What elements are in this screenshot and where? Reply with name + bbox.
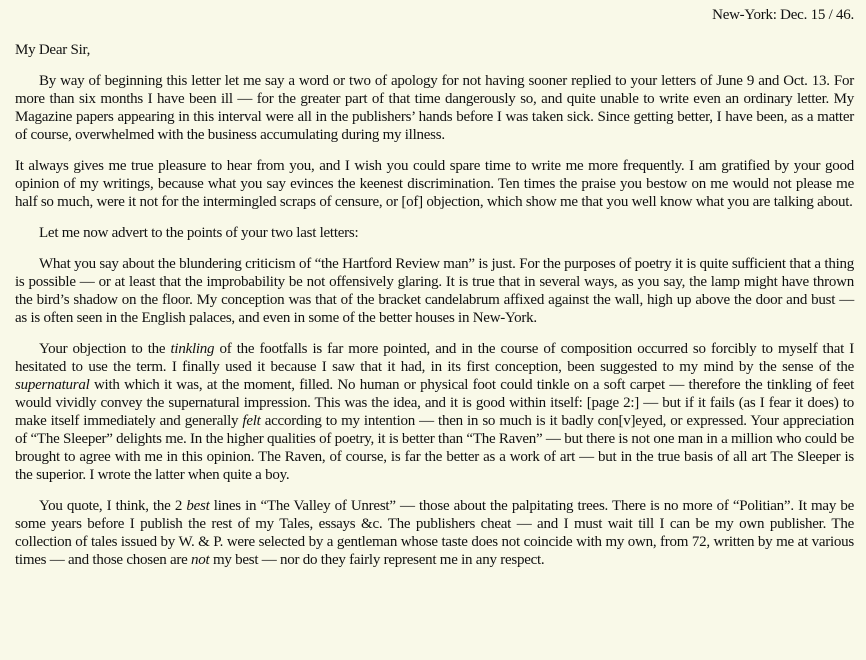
paragraph-apology (15, 72, 854, 144)
italic-emphasis: felt (242, 413, 261, 429)
italic-emphasis: not (191, 552, 210, 568)
text-segment: with which it was, at the moment, filled. No human or physical foot could tinkle on a soft carpet — therefore the tinkling of feet would vividly convey the supernatural impression. This was the idea, and it is good within itself: [page 2:] — but if it fails (as I fear it does) to make itself immediately and generally (15, 377, 854, 429)
paragraph-pleasure (15, 157, 854, 211)
italic-emphasis: best (186, 498, 210, 514)
letter-salutation: My Dear Sir, (15, 42, 91, 58)
italic-emphasis: supernatural (15, 377, 90, 393)
text-segment: You quote, I think, the 2 (39, 498, 187, 514)
text-segment: It always gives me true pleasure to hear from you, and I wish you could spare time to write me more frequently. I am gratified by your good opinion of my writings, because what you say evinces the keenest discrimination. Ten times the praise you bestow on me would not please me half so much, were it not for the intermingled scraps of censure, or [of] objection, which show me that you well know what you are talking about. (15, 158, 854, 210)
text-segment: lines in “The Valley of Unrest” — those about the palpitating trees. There is no more of “Politian”. It may be some years before I publish the rest of my Tales, essays &c. The publishers cheat — and I must wait till I can be my own publisher. The collection of tales issued by W. & P. were selected by a gentleman whose taste does not coincide with my own, from 72, written by me at various times — and those chosen are (15, 498, 855, 568)
text-segment: my best — nor do they fairly represent me in any respect. (209, 552, 545, 568)
paragraph-advert (15, 224, 854, 242)
text-segment: Let me now advert to the points of your two last letters: (39, 225, 359, 241)
text-segment: according to my intention — then in so much is it badly con[v]eyed, or expressed. Your appreciation of “The Sleeper” delights me. In the higher qualities of poetry, it is better than “The Raven” — but there is not one man in a million who could be brought to agree with me in this opinion. The Raven, of course, is far the better as a work of art — but in the true basis of all art The Sleeper is the superior. I wrote the latter when quite a boy. (15, 413, 854, 483)
text-segment: Your objection to the (39, 341, 171, 357)
italic-emphasis: tinkling (170, 341, 215, 357)
text-segment: of the footfalls is far more pointed, and in the course of composition occurred so forcibly to myself that I hesitated to use the term. I finally used it because I saw that it had, in its first conception, been suggested to my mind by the sense of the (15, 341, 855, 375)
paragraph-hartford-review (15, 255, 854, 327)
paragraph-valley-of-unrest (15, 497, 854, 569)
text-segment: By way of beginning this letter let me say a word or two of apology for not having sooner replied to your letters of June 9 and Oct. 13. For more than six months I have been ill — for the greater part of that time dangerously so, and quite unable to write even an ordinary letter. My Magazine papers appearing in this interval were all in the publishers’ hands before I was taken sick. Since getting better, I have been, as a matter of course, overwhelmed with the business accumulating during my illness. (15, 73, 854, 143)
text-segment: What you say about the blundering criticism of “the Hartford Review man” is just. For the purposes of poetry it is quite sufficient that a thing is possible — or at least that the improbability be not offensively glaring. It is true that in several ways, as you say, the lamp might have thrown the bird’s shadow on the floor. My conception was that of the bracket candelabrum affixed against the wall, high up above the door and bust — as is often seen in the English palaces, and even in some of the better houses in New-York. (15, 256, 854, 326)
paragraph-tinkling-objection (15, 340, 854, 484)
letter-dateline: New-York: Dec. 15 / 46. (712, 7, 854, 23)
